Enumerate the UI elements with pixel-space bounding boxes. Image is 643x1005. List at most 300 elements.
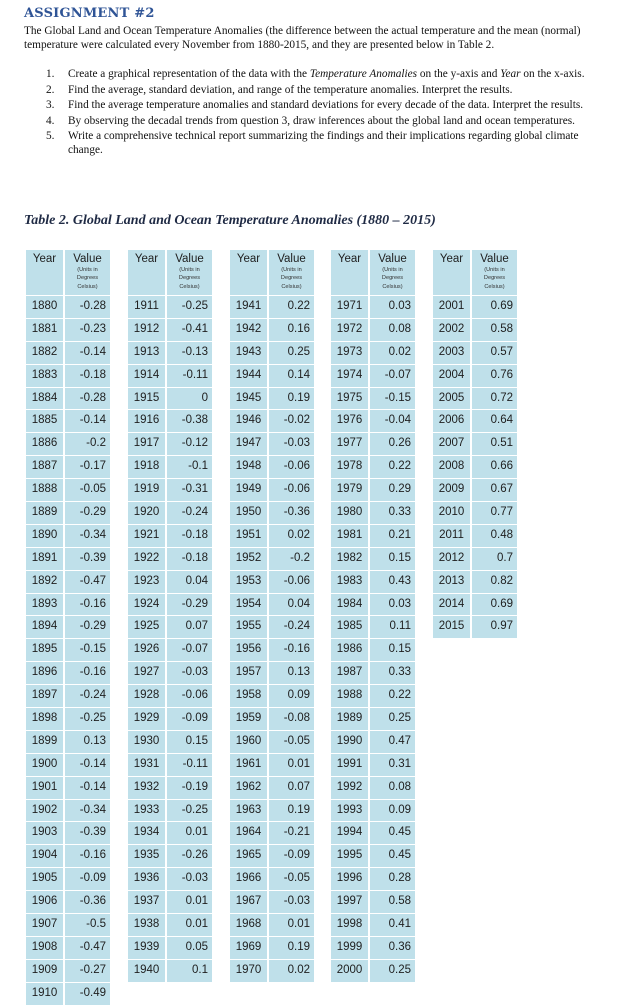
question-emphasis: Temperature Anomalies [309, 68, 418, 80]
table-row [26, 502, 110, 524]
value-cell: -0.24 [65, 685, 110, 707]
question-item [24, 68, 609, 82]
year-cell: 1983 [331, 571, 368, 593]
table-row [331, 342, 415, 364]
value-cell: 0.08 [370, 777, 415, 799]
table-row [26, 731, 110, 753]
table-row [230, 296, 314, 318]
table-row [128, 960, 212, 982]
table-row [331, 548, 415, 570]
year-cell: 2003 [433, 342, 470, 364]
value-cell: -0.21 [269, 822, 314, 844]
year-cell: 1967 [230, 891, 267, 913]
value-cell: 0.97 [472, 616, 517, 638]
value-cell: 0.19 [269, 388, 314, 410]
value-cell: -0.15 [65, 639, 110, 661]
table-column-group [331, 250, 415, 982]
table-row [433, 571, 517, 593]
question-text: on the x-axis. [520, 68, 585, 80]
units-note: Degrees [178, 275, 201, 282]
table-row [230, 639, 314, 661]
table-row [230, 960, 314, 982]
value-cell: -0.04 [370, 410, 415, 432]
value-cell: -0.24 [167, 502, 212, 524]
table-row [26, 754, 110, 776]
table-row [331, 777, 415, 799]
year-cell: 1950 [230, 502, 267, 524]
value-cell: 0.15 [370, 639, 415, 661]
table-row [230, 822, 314, 844]
value-cell: 0.28 [370, 868, 415, 890]
table-row [26, 822, 110, 844]
year-cell: 1982 [331, 548, 368, 570]
table-header [230, 250, 314, 295]
table-row [331, 822, 415, 844]
year-cell: 1908 [26, 937, 63, 959]
units-note: Celsius) [484, 283, 505, 290]
year-cell: 1938 [128, 914, 165, 936]
value-cell: 0.64 [472, 410, 517, 432]
value-cell: 0.15 [167, 731, 212, 753]
units-note: (Units in [281, 267, 302, 273]
table-row [128, 800, 212, 822]
year-cell: 1901 [26, 777, 63, 799]
year-cell: 1893 [26, 594, 63, 616]
year-cell: 1973 [331, 342, 368, 364]
table-row [230, 433, 314, 455]
table-row [331, 502, 415, 524]
assignment-intro: The Global Land and Ocean Temperature Anomalies (the difference between the actual temperature and the mean (normal) temperature were calculated every November from 1880-2015, and they are presented below in Table 2. [24, 25, 581, 51]
question-item [24, 130, 609, 157]
table-row [433, 433, 517, 455]
table-row [26, 410, 110, 432]
table-row [331, 891, 415, 913]
table-row [230, 777, 314, 799]
table-row [26, 342, 110, 364]
year-cell: 1884 [26, 388, 63, 410]
year-cell: 1985 [331, 616, 368, 638]
year-cell: 1942 [230, 319, 267, 341]
table-row [433, 365, 517, 387]
table-row [26, 662, 110, 684]
year-cell: 1899 [26, 731, 63, 753]
value-cell: 0.02 [269, 960, 314, 982]
table-header [433, 250, 517, 295]
units-note: Degrees [381, 275, 404, 282]
year-cell: 1954 [230, 594, 267, 616]
year-cell: 2012 [433, 548, 470, 570]
table-row [26, 914, 110, 936]
value-header [269, 250, 314, 295]
value-cell: -0.16 [269, 639, 314, 661]
value-cell: -0.47 [65, 937, 110, 959]
table-row [433, 342, 517, 364]
value-cell: -0.29 [167, 594, 212, 616]
value-cell: 0.01 [167, 914, 212, 936]
year-cell: 1903 [26, 822, 63, 844]
year-cell: 1926 [128, 639, 165, 661]
year-cell: 1986 [331, 639, 368, 661]
year-cell: 1968 [230, 914, 267, 936]
year-cell: 1923 [128, 571, 165, 593]
value-cell: -0.03 [167, 662, 212, 684]
table-row [128, 616, 212, 638]
units-note: Celsius) [77, 283, 98, 290]
value-header-label: Value [378, 253, 407, 265]
value-cell: -0.06 [269, 571, 314, 593]
table-row [128, 822, 212, 844]
table-row [230, 616, 314, 638]
year-cell: 1957 [230, 662, 267, 684]
value-cell: -0.15 [370, 388, 415, 410]
year-cell: 1936 [128, 868, 165, 890]
year-cell: 1891 [26, 548, 63, 570]
table-row [331, 365, 415, 387]
value-header [65, 250, 110, 295]
table-row [26, 296, 110, 318]
year-cell: 1909 [26, 960, 63, 982]
year-cell: 1918 [128, 456, 165, 478]
table-row [331, 960, 415, 982]
value-cell: -0.07 [370, 365, 415, 387]
table-row [230, 662, 314, 684]
value-cell: -0.26 [167, 845, 212, 867]
value-cell: -0.41 [167, 319, 212, 341]
units-note: (Units in [484, 267, 505, 273]
question-item [24, 115, 609, 129]
value-cell: -0.09 [65, 868, 110, 890]
year-cell: 1921 [128, 525, 165, 547]
year-header: Year [433, 250, 470, 295]
table-row [128, 410, 212, 432]
value-cell: 0.45 [370, 845, 415, 867]
table-row [26, 800, 110, 822]
year-cell: 2014 [433, 594, 470, 616]
value-cell: -0.25 [167, 800, 212, 822]
year-cell: 1987 [331, 662, 368, 684]
table-header [331, 250, 415, 295]
table-row [230, 365, 314, 387]
table-row [230, 868, 314, 890]
table-row [230, 319, 314, 341]
table-row [128, 456, 212, 478]
year-cell: 1970 [230, 960, 267, 982]
value-cell: 0.16 [269, 319, 314, 341]
year-cell: 1959 [230, 708, 267, 730]
value-cell: -0.11 [167, 754, 212, 776]
year-cell: 1888 [26, 479, 63, 501]
value-cell: -0.18 [167, 525, 212, 547]
value-cell: -0.03 [269, 891, 314, 913]
units-note: Celsius) [382, 283, 403, 290]
value-cell: 0.1 [167, 960, 212, 982]
year-cell: 2006 [433, 410, 470, 432]
value-cell: 0.01 [167, 822, 212, 844]
value-cell: 0.77 [472, 502, 517, 524]
units-note: Celsius) [179, 283, 200, 290]
table-row [128, 777, 212, 799]
table-row [128, 342, 212, 364]
year-cell: 2015 [433, 616, 470, 638]
table-row [128, 868, 212, 890]
table-row [331, 868, 415, 890]
table-row [331, 708, 415, 730]
table-row [128, 891, 212, 913]
value-cell: 0.09 [370, 800, 415, 822]
table-column-group [433, 250, 517, 638]
year-cell: 1895 [26, 639, 63, 661]
table-row [230, 937, 314, 959]
table-row [331, 685, 415, 707]
value-cell: 0.69 [472, 594, 517, 616]
value-cell: -0.29 [65, 616, 110, 638]
year-header: Year [331, 250, 368, 295]
value-cell: -0.25 [167, 296, 212, 318]
year-cell: 1961 [230, 754, 267, 776]
table-row [331, 754, 415, 776]
value-cell: 0.25 [269, 342, 314, 364]
value-cell: 0.21 [370, 525, 415, 547]
value-cell: 0.69 [472, 296, 517, 318]
table-row [331, 594, 415, 616]
year-cell: 1995 [331, 845, 368, 867]
table-row [26, 777, 110, 799]
value-cell: 0.58 [472, 319, 517, 341]
value-cell: -0.47 [65, 571, 110, 593]
table-row [128, 639, 212, 661]
table-row [331, 571, 415, 593]
table-row [230, 388, 314, 410]
value-cell: 0.03 [370, 594, 415, 616]
year-cell: 1981 [331, 525, 368, 547]
table-row [128, 731, 212, 753]
table-row [26, 433, 110, 455]
year-cell: 1975 [331, 388, 368, 410]
year-cell: 1994 [331, 822, 368, 844]
table-row [331, 616, 415, 638]
year-cell: 1946 [230, 410, 267, 432]
year-cell: 2008 [433, 456, 470, 478]
table-row [433, 319, 517, 341]
value-cell: -0.18 [65, 365, 110, 387]
year-cell: 1979 [331, 479, 368, 501]
value-cell: -0.11 [167, 365, 212, 387]
value-cell: 0.01 [269, 914, 314, 936]
table-row [230, 571, 314, 593]
year-cell: 1980 [331, 502, 368, 524]
year-cell: 1912 [128, 319, 165, 341]
question-list [24, 68, 609, 160]
year-cell: 1971 [331, 296, 368, 318]
year-cell: 1996 [331, 868, 368, 890]
table-row [128, 479, 212, 501]
value-cell: 0.01 [167, 891, 212, 913]
question-number: 2. [46, 83, 55, 96]
table-column-group [230, 250, 314, 982]
year-cell: 1929 [128, 708, 165, 730]
value-cell: -0.14 [65, 777, 110, 799]
value-cell: -0.08 [269, 708, 314, 730]
value-cell: 0.67 [472, 479, 517, 501]
table-row [230, 594, 314, 616]
value-cell: 0.07 [167, 616, 212, 638]
table-row [331, 914, 415, 936]
value-cell: -0.23 [65, 319, 110, 341]
year-cell: 2007 [433, 433, 470, 455]
question-text: By observing the decadal trends from question 3, draw inferences about the global land and ocean temperatures. [68, 114, 575, 127]
table-column-group [128, 250, 212, 982]
value-cell: 0.29 [370, 479, 415, 501]
value-cell: 0.33 [370, 502, 415, 524]
year-cell: 1889 [26, 502, 63, 524]
table-row [26, 456, 110, 478]
units-note: Degrees [483, 275, 506, 282]
table-row [128, 433, 212, 455]
table-row [128, 571, 212, 593]
year-cell: 1935 [128, 845, 165, 867]
year-cell: 1990 [331, 731, 368, 753]
question-number: 1. [46, 68, 55, 80]
year-cell: 1925 [128, 616, 165, 638]
year-cell: 1906 [26, 891, 63, 913]
value-cell: -0.2 [269, 548, 314, 570]
year-cell: 2010 [433, 502, 470, 524]
question-text: Create a graphical representation of the data with the [68, 68, 310, 80]
year-cell: 1978 [331, 456, 368, 478]
year-cell: 1941 [230, 296, 267, 318]
year-cell: 1933 [128, 800, 165, 822]
value-cell: 0.13 [269, 662, 314, 684]
value-cell: 0.09 [269, 685, 314, 707]
table-row [26, 479, 110, 501]
value-cell: -0.34 [65, 525, 110, 547]
value-header-label: Value [480, 253, 509, 265]
year-header: Year [230, 250, 267, 295]
value-cell: -0.14 [65, 754, 110, 776]
table-row [230, 548, 314, 570]
year-cell: 1937 [128, 891, 165, 913]
table-row [331, 410, 415, 432]
year-cell: 1962 [230, 777, 267, 799]
table-row [26, 594, 110, 616]
value-cell: -0.28 [65, 296, 110, 318]
table-row [128, 594, 212, 616]
year-cell: 1953 [230, 571, 267, 593]
value-cell: 0.04 [269, 594, 314, 616]
value-cell: -0.13 [167, 342, 212, 364]
value-cell: 0.19 [269, 937, 314, 959]
value-cell: 0.22 [370, 456, 415, 478]
table-row [433, 388, 517, 410]
value-header [167, 250, 212, 295]
table-row [230, 479, 314, 501]
year-cell: 1904 [26, 845, 63, 867]
table-row [230, 685, 314, 707]
year-cell: 1916 [128, 410, 165, 432]
value-cell: -0.24 [269, 616, 314, 638]
table-row [26, 937, 110, 959]
value-cell: -0.34 [65, 800, 110, 822]
units-note: (Units in [382, 267, 403, 273]
year-cell: 1956 [230, 639, 267, 661]
table-row [128, 685, 212, 707]
value-cell: 0.26 [370, 433, 415, 455]
year-cell: 1960 [230, 731, 267, 753]
year-cell: 1948 [230, 456, 267, 478]
table-column-group [26, 250, 110, 1005]
table-row [331, 388, 415, 410]
value-cell: -0.16 [65, 845, 110, 867]
table-row [26, 960, 110, 982]
value-cell: 0.01 [269, 754, 314, 776]
units-note: Degrees [280, 275, 303, 282]
year-cell: 1932 [128, 777, 165, 799]
table-row [26, 548, 110, 570]
table-row [433, 616, 517, 638]
value-cell: -0.05 [269, 868, 314, 890]
year-cell: 2009 [433, 479, 470, 501]
value-cell: -0.1 [167, 456, 212, 478]
year-cell: 1952 [230, 548, 267, 570]
value-cell: -0.38 [167, 410, 212, 432]
table-row [230, 731, 314, 753]
table-row [26, 708, 110, 730]
year-cell: 1972 [331, 319, 368, 341]
value-cell: 0.22 [269, 296, 314, 318]
value-cell: -0.06 [167, 685, 212, 707]
year-cell: 1914 [128, 365, 165, 387]
value-cell: -0.39 [65, 548, 110, 570]
value-cell: -0.31 [167, 479, 212, 501]
year-cell: 1930 [128, 731, 165, 753]
table-row [331, 800, 415, 822]
year-cell: 1910 [26, 983, 63, 1005]
table-row [26, 388, 110, 410]
year-cell: 1989 [331, 708, 368, 730]
value-cell: -0.09 [167, 708, 212, 730]
value-cell: 0.22 [370, 685, 415, 707]
year-cell: 1998 [331, 914, 368, 936]
value-cell: -0.27 [65, 960, 110, 982]
value-cell: -0.12 [167, 433, 212, 455]
value-cell: -0.05 [65, 479, 110, 501]
table-row [331, 845, 415, 867]
value-cell: 0.43 [370, 571, 415, 593]
value-cell: 0.47 [370, 731, 415, 753]
value-cell: 0.31 [370, 754, 415, 776]
value-cell: 0.25 [370, 708, 415, 730]
year-cell: 1886 [26, 433, 63, 455]
table-row [331, 525, 415, 547]
value-cell: -0.16 [65, 594, 110, 616]
year-cell: 1997 [331, 891, 368, 913]
table-row [128, 754, 212, 776]
value-cell: 0.02 [370, 342, 415, 364]
table-header [128, 250, 212, 295]
year-cell: 1955 [230, 616, 267, 638]
year-cell: 2011 [433, 525, 470, 547]
table-row [26, 891, 110, 913]
year-cell: 1920 [128, 502, 165, 524]
question-number: 5. [46, 130, 55, 143]
year-cell: 1984 [331, 594, 368, 616]
year-cell: 1890 [26, 525, 63, 547]
year-cell: 1977 [331, 433, 368, 455]
table-row [331, 456, 415, 478]
year-cell: 1883 [26, 365, 63, 387]
table-row [433, 410, 517, 432]
table-row [26, 639, 110, 661]
